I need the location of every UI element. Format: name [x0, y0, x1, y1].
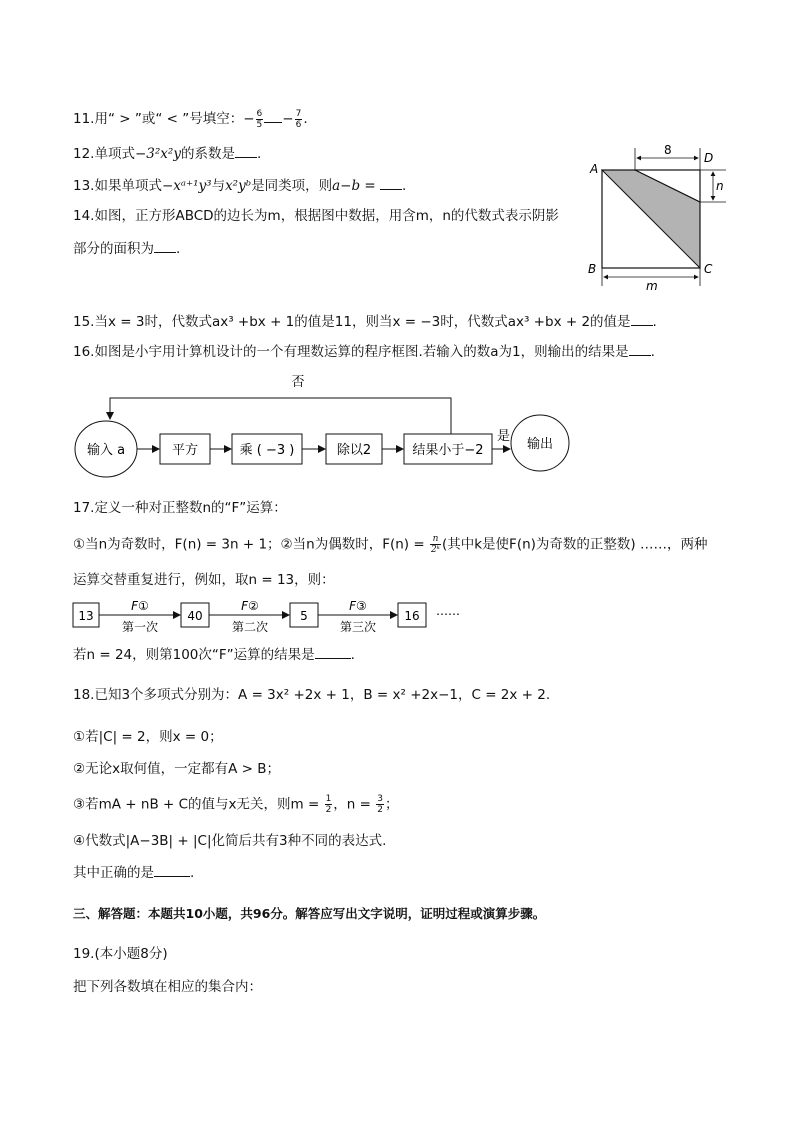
q15-text: 15.当x = 3时，代数式ax³ +bx + 1的值是11，则当x = −3时，代数式ax³ +bx + 2的值是: [73, 314, 631, 330]
question-16: [73, 341, 655, 362]
q13-mid: 与: [211, 178, 226, 194]
q18-fraction-m: $\frac{1}{2}$: [325, 794, 332, 815]
question-18-line-1: [73, 685, 550, 705]
q13-monomial-1: −xᵃ⁺¹y³: [161, 178, 212, 194]
q12-expression: −3²x²y: [134, 146, 181, 162]
q18-end: .: [190, 865, 195, 881]
chain-op-2: F②: [241, 599, 259, 613]
q13-prefix: 13.如果单项式: [73, 178, 162, 194]
label-a: A: [590, 162, 599, 176]
chain-op-3: F③: [349, 599, 367, 613]
q18-fraction-n: $\frac{3}{2}$: [377, 794, 383, 815]
q17-text-1: 17.定义一种对正整数n的“F”运算：: [73, 500, 287, 516]
q17-answer-blank: [315, 644, 351, 659]
question-14-line-1: [73, 206, 559, 226]
q11-fraction-1: $\frac{6}{5}$: [256, 108, 263, 130]
square-figure: [580, 140, 730, 300]
q16-end: .: [650, 344, 655, 360]
question-19-text: [73, 977, 262, 997]
q16-text: 16.如图是小宇用计算机设计的一个有理数运算的程序框图.若输入的数a为1，则输出的结果是: [73, 344, 629, 360]
flowchart: [70, 368, 580, 480]
q19-text: 把下列各数填在相应的集合内：: [73, 979, 262, 995]
section-heading: [73, 904, 545, 924]
statement-3: [73, 794, 398, 815]
input-label: 输入 a: [86, 443, 126, 458]
question-17-line-4: [73, 644, 355, 665]
question-17-line-3: [73, 570, 335, 590]
condition-label: 结果小于−2: [412, 443, 484, 458]
yes-label: 是: [497, 429, 511, 444]
q18-ask-text: 其中正确的是: [73, 865, 154, 881]
chain-value-3: 5: [300, 609, 308, 623]
q11-sign1: −: [243, 111, 255, 127]
label-m: m: [646, 279, 658, 293]
question-18-ask: [73, 862, 194, 883]
question-13: [73, 175, 406, 196]
q18-statement-2: ②无论x取何值，一定都有A > B；: [73, 761, 280, 777]
chain-step-1: 第一次: [121, 620, 159, 634]
chain-op-1: F①: [131, 599, 149, 613]
q17-text-2a: ①当n为奇数时，F(n) = 3n + 1；②当n为偶数时，F(n) =: [73, 536, 429, 553]
q18-statement-3a: ③若mA + nB + C的值与x无关，则m =: [73, 796, 324, 813]
question-15: [73, 311, 657, 332]
q14-text-1: 14.如图，正方形ABCD的边长为m，根据图中数据，用含m，n的代数式表示阴影: [73, 208, 559, 224]
q16-answer-blank: [629, 341, 651, 356]
q18-statement-1: ①若|C| = 2，则x = 0；: [73, 729, 223, 745]
shaded-region: [602, 170, 700, 268]
statement-1: [73, 727, 223, 747]
loop-back-line: [110, 398, 451, 434]
f-operation-chain: [70, 596, 470, 640]
q14-answer-blank: [154, 238, 176, 253]
q14-text-2: 部分的面积为: [73, 241, 154, 257]
q17-text-4: 若n = 24，则第100次“F”运算的结果是: [73, 647, 315, 663]
q11-end: .: [303, 111, 308, 127]
no-label: 否: [291, 375, 305, 390]
q13-suffix: 是同类项，则: [251, 178, 333, 194]
square-label: 平方: [171, 443, 199, 458]
q18-statement-4: ④代数式|A−3B| + |C|化简后共有3种不同的表达式.: [73, 833, 387, 849]
output-label: 输出: [526, 437, 554, 452]
question-19-title: [73, 944, 168, 964]
q13-end: .: [402, 178, 407, 194]
chain-step-2: 第二次: [231, 620, 269, 634]
q17-end: .: [350, 647, 355, 663]
label-8: 8: [664, 143, 672, 157]
q19-title: 19.(本小题8分): [73, 946, 168, 962]
q14-end: .: [176, 241, 181, 257]
q13-expression: a−b =: [332, 178, 381, 194]
q18-answer-blank: [154, 862, 190, 877]
question-17-line-1: [73, 498, 287, 518]
label-c: C: [704, 262, 713, 276]
question-11: [73, 108, 308, 130]
q12-prefix: 12.单项式: [73, 146, 135, 162]
q17-fraction: $\frac{n}{\text{2ᵏ}}$: [430, 534, 440, 555]
q11-fraction-2: $\frac{7}{6}$: [295, 108, 302, 130]
q15-end: .: [652, 314, 657, 330]
q12-suffix: 的系数是: [180, 146, 235, 162]
section-3-title: 三、解答题：本题共10小题，共96分。解答应写出文字说明，证明过程或演算步骤。: [73, 906, 546, 921]
question-12: [73, 143, 261, 164]
chain-value-1: 13: [78, 609, 94, 623]
q17-text-2b: (其中k是使F(n)为奇数的正整数) ……，两种: [441, 536, 708, 553]
q13-answer-blank: [380, 175, 402, 190]
chain-ellipsis: ……: [436, 604, 460, 618]
q11-answer-blank: [264, 108, 282, 123]
q12-end: .: [256, 146, 262, 162]
chain-value-2: 40: [187, 609, 203, 623]
question-17-line-2: [73, 534, 707, 555]
q12-answer-blank: [235, 143, 257, 158]
question-14-line-2: [73, 238, 180, 259]
q15-answer-blank: [631, 311, 653, 326]
q18-text-1: 18.已知3个多项式分别为：A = 3x² +2x + 1，B = x² +2x−1，C = 2x + 2.: [73, 687, 551, 703]
multiply-label: 乘 ( −3 ): [239, 443, 295, 458]
divide-label: 除以2: [336, 443, 372, 458]
q11-prefix: 11.用“ > ”或“ < ”号填空：: [73, 111, 244, 127]
chain-value-4: 16: [404, 609, 420, 623]
label-b: B: [588, 262, 597, 276]
q18-statement-3c: ；: [384, 796, 399, 813]
statement-4: [73, 831, 386, 851]
q17-text-3: 运算交替重复进行，例如，取n = 13，则：: [73, 572, 335, 588]
q18-statement-3b: ，n =: [333, 796, 376, 813]
statement-2: [73, 759, 280, 779]
q13-monomial-2: x²yᵇ: [225, 178, 252, 194]
label-n: n: [716, 179, 724, 193]
chain-step-3: 第三次: [339, 620, 377, 634]
q11-sign2: −: [282, 111, 294, 127]
label-d: D: [704, 151, 714, 165]
